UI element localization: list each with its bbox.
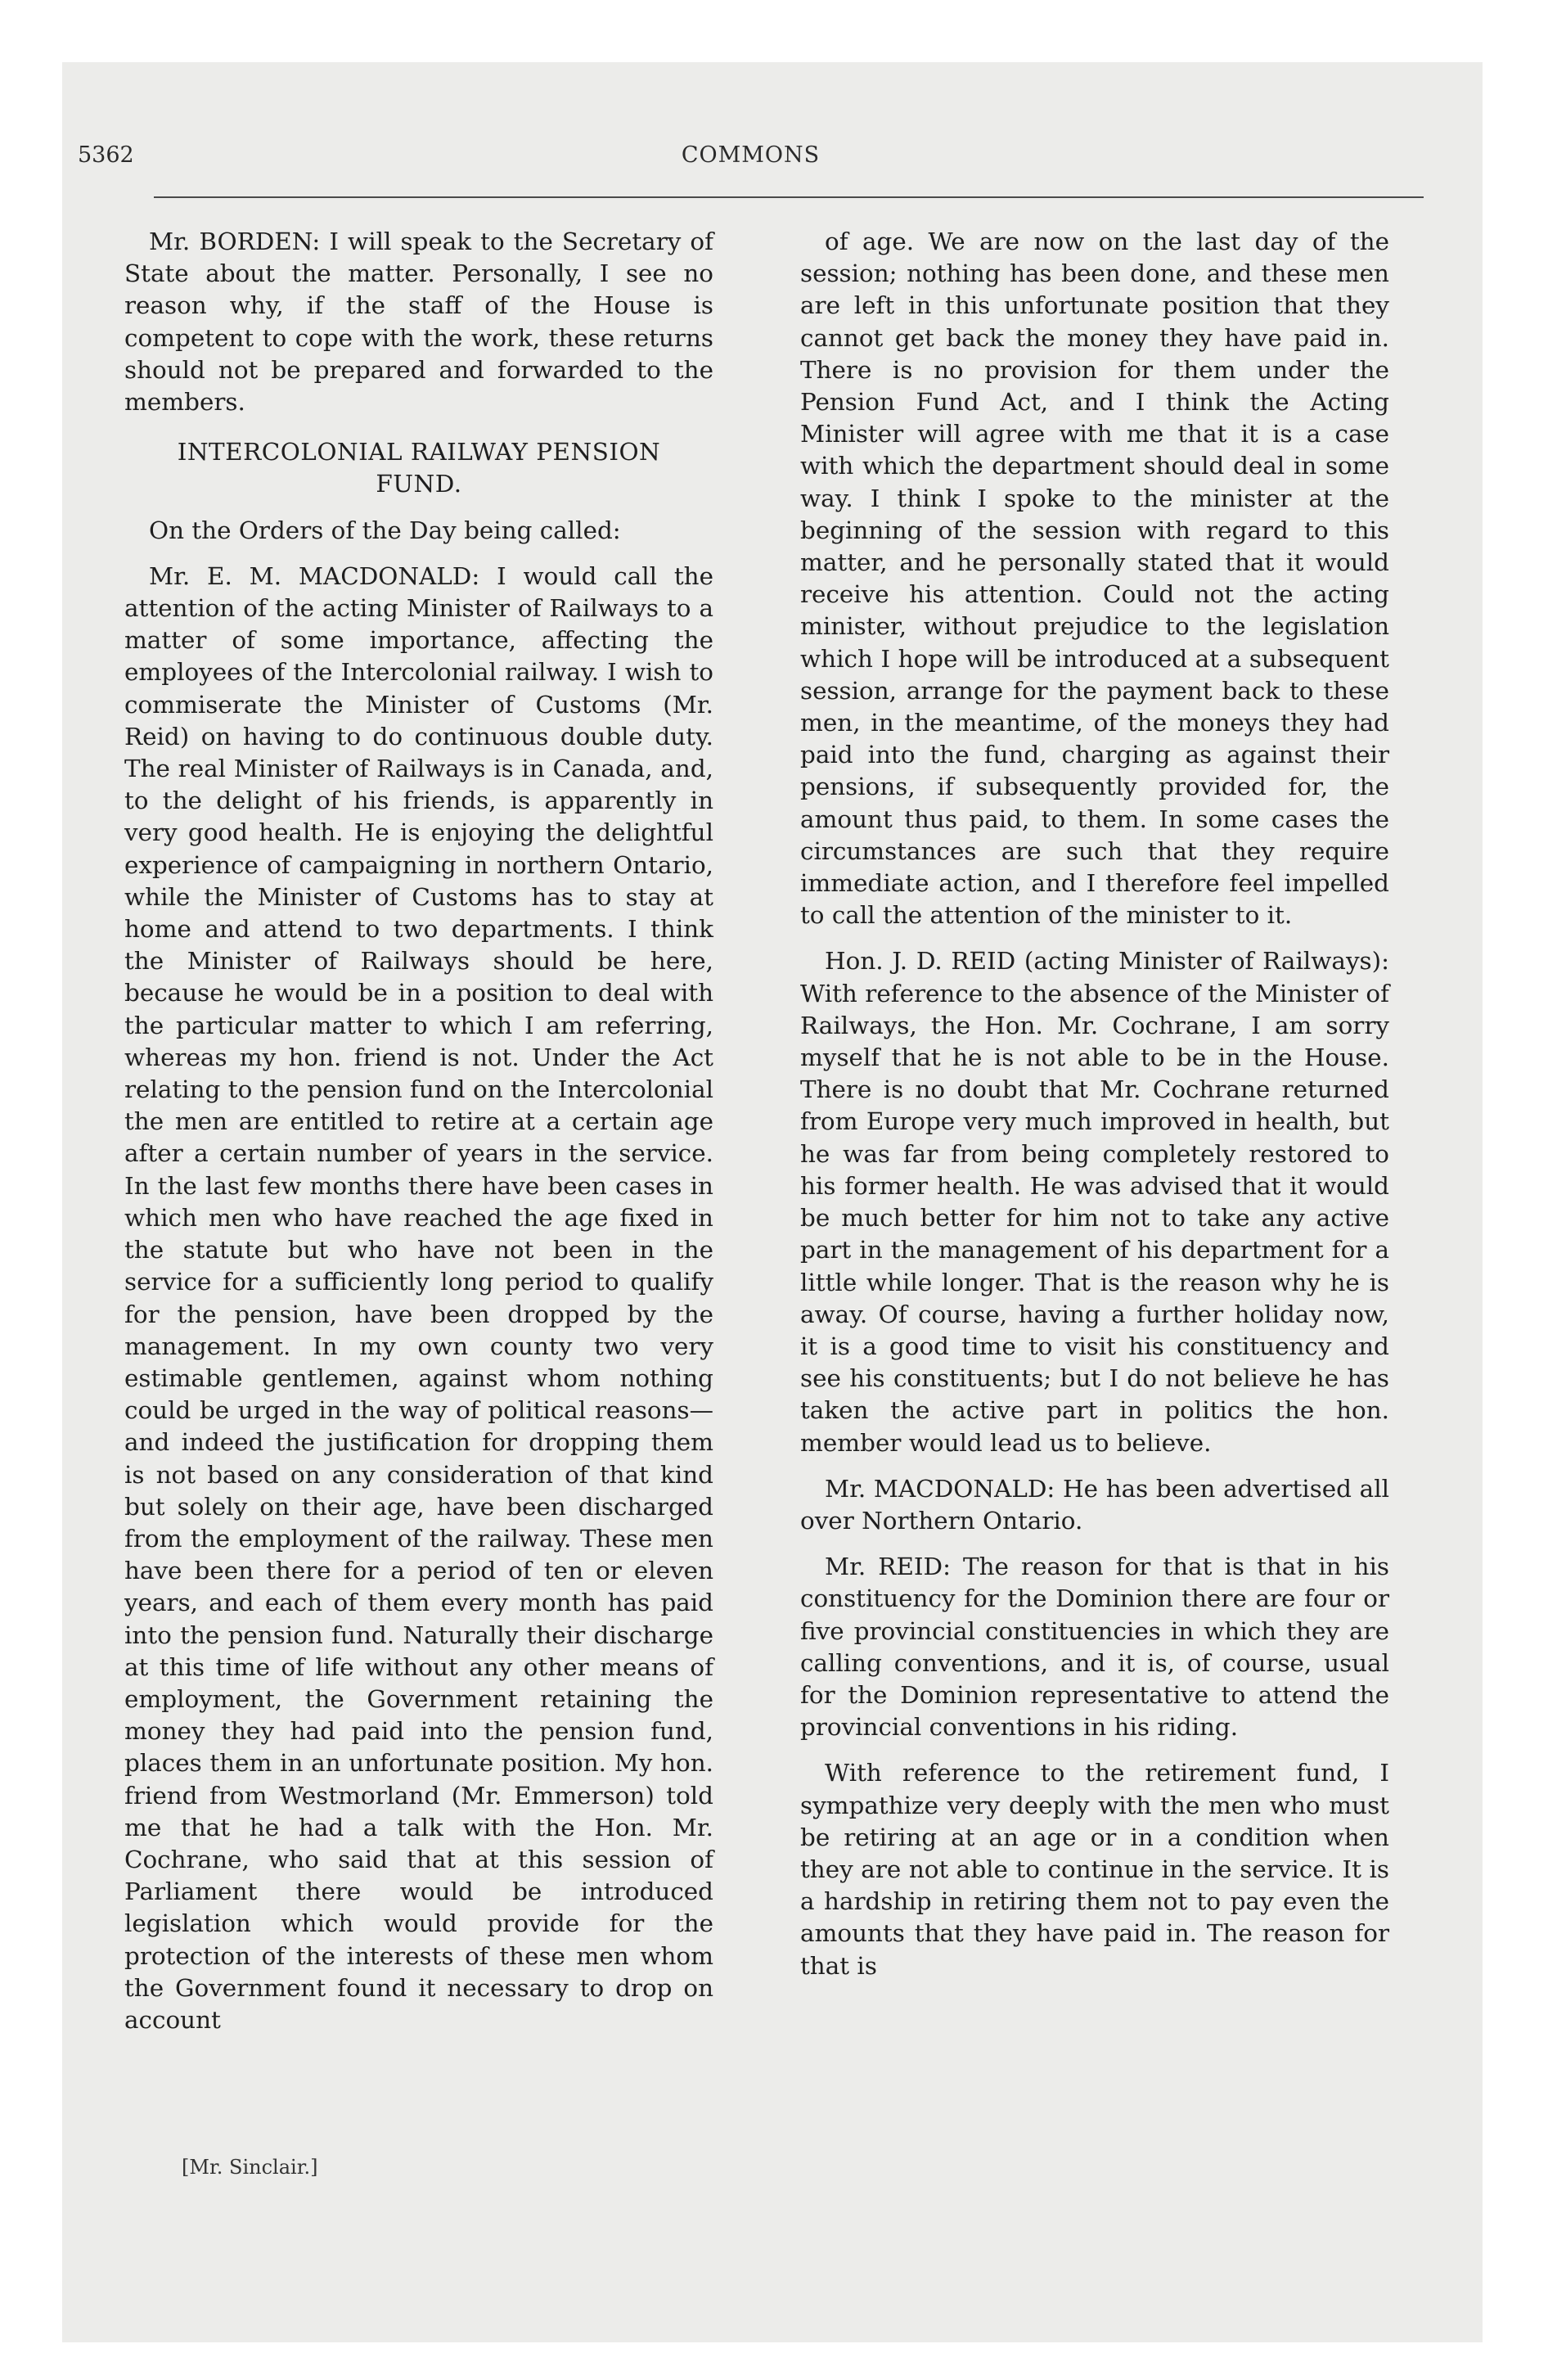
right-column	[800, 226, 1389, 1982]
section-heading: INTERCOLONIAL RAILWAY PENSION FUND.	[177, 438, 661, 498]
paragraph-macdonald-continued: of age. We are now on the last day of the session; nothing has been done, and these men are left in this unfortunate position that they cannot get back the money they have paid in. There is no provision for them under the Pension Fund Act, and I think the Acting Minister will agree with me that it is a case with which the department should deal in some way. I think I spoke to the minister at the beginning of the session with regard to this matter, and he personally stated that it would receive his attention. Could not the acting minister, without prejudice to the legislation which I hope will be introduced at a subsequent session, arrange for the payment back to these men, in the meantime, of the moneys they had paid into the fund, charging as against their pensions, if subsequently provided for, the amount thus paid, to them. In some cases the circumstances are such that they require immediate action, and I therefore feel impelled to call the attention of the minister to it.	[800, 228, 1389, 930]
paragraph-orders-of-the-day: On the Orders of the Day being called:	[149, 516, 621, 544]
paragraph-reid: Hon. J. D. REID (acting Minister of Railways): With reference to the absence of the Minister of Railways, the Hon. Mr. Cochrane, I am sorry myself that he is not able to be in the House. There is no doubt that Mr. Cochrane returned from Europe very much improved in health, but he was far from being completely restored to his former health. He was advised that it would be much better for him not to take any active part in the management of his department for a little while longer. That is the reason why he is away. Of course, having a further holiday now, it is a good time to visit his constituency and see his constituents; but I do not believe he has taken the active part in politics the hon. member would lead us to believe.	[800, 947, 1389, 1457]
paragraph-retirement-fund: With reference to the retirement fund, I sympathize very deeply with the men who must be retiring at an age or in a condition when they are not able to continue in the service. It is a hardship in retiring them not to pay even the amounts that they have paid in. The reason for that is	[800, 1759, 1389, 1980]
left-column	[124, 226, 713, 2036]
paragraph-macdonald-reply: Mr. MACDONALD: He has been advertised all over Northern Ontario.	[800, 1474, 1389, 1535]
paragraph-borden: Mr. BORDEN: I will speak to the Secretary of State about the matter. Personally, I see no reason why, if the staff of the House is competent to cope with the work, these returns should not be prepared and forwarded to the members.	[124, 228, 713, 417]
page-number: 5362	[78, 142, 134, 168]
running-head	[78, 142, 1424, 175]
paragraph-reid-reply: Mr. REID: The reason for that is that in his constituency for the Dominion there are four or five provincial constituencies in which they are calling conventions, and it is, of course, usual for the Dominion representative to attend the provincial conventions in his riding.	[800, 1553, 1389, 1742]
header-rule	[154, 196, 1424, 198]
speaker-tag: [Mr. Sinclair.]	[182, 2156, 318, 2179]
paragraph-macdonald: Mr. E. M. MACDONALD: I would call the attention of the acting Minister of Railways to a matter of some importance, affecting the employees of the Intercolonial railway. I wish to commiserate the Minister of Customs (Mr. Reid) on having to do continuous double duty. The real Minister of Railways is in Canada, and, to the delight of his friends, is apparently in very good health. He is enjoying the delightful experience of campaigning in northern Ontario, while the Minister of Customs has to stay at home and attend to two departments. I think the Minister of Railways should be here, because he would be in a position to deal with the particular matter to which I am referring, whereas my hon. friend is not. Under the Act relating to the pension fund on the Intercolonial the men are entitled to retire at a certain age after a certain number of years in the service. In the last few months there have been cases in which men who have reached the age fixed in the statute but who have not been in the service for a sufficiently long period to qualify for the pension, have been dropped by the management. In my own county two very estimable gentlemen, against whom nothing could be urged in the way of political reasons—and indeed the justification for dropping them is not based on any consideration of that kind but solely on their age, have been discharged from the employment of the railway. These men have been there for a period of ten or eleven years, and each of them every month has paid into the pension fund. Naturally their discharge at this time of life without any other means of employment, the Government retaining the money they had paid into the pension fund, places them in an unfortunate position. My hon. friend from Westmorland (Mr. Emmerson) told me that he had a talk with the Hon. Mr. Cochrane, who said that at this session of Parliament there would be introduced legislation which would provide for the protection of the interests of these men whom the Government found it necessary to drop on account	[124, 561, 713, 2034]
section-name: COMMONS	[681, 142, 821, 168]
